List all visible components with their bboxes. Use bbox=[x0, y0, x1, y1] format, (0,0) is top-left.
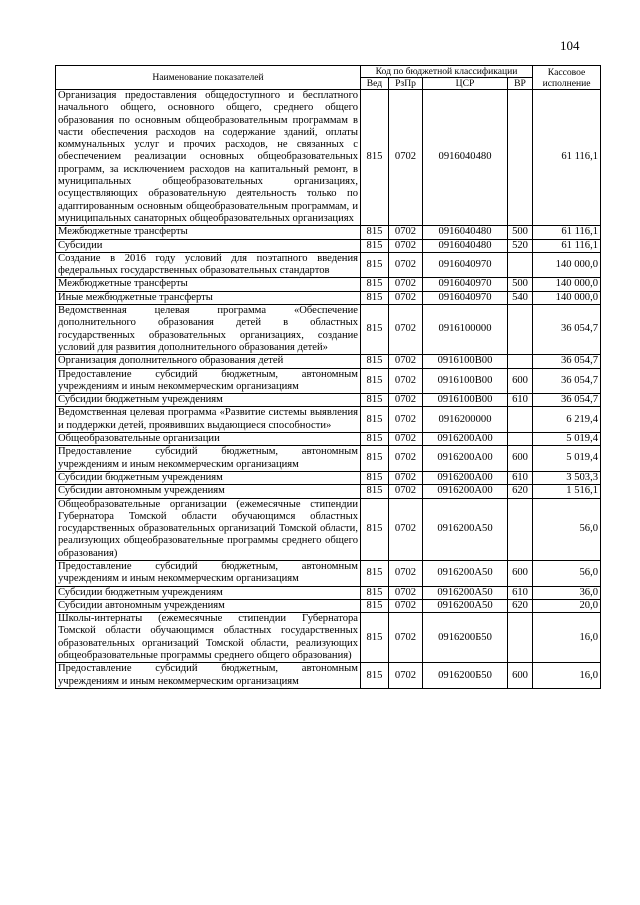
cell-amount: 16,0 bbox=[533, 613, 601, 663]
cell-name: Субсидии bbox=[56, 239, 361, 252]
cell-rzpr: 0702 bbox=[389, 252, 423, 278]
cell-name: Иные межбюджетные трансферты bbox=[56, 291, 361, 304]
cell-vr bbox=[508, 433, 533, 446]
cell-csr: 0916100В00 bbox=[423, 368, 508, 394]
cell-name: Субсидии автономным учреждениям bbox=[56, 485, 361, 498]
cell-ved: 815 bbox=[361, 663, 389, 689]
cell-csr: 0916200А00 bbox=[423, 471, 508, 484]
cell-csr: 0916100000 bbox=[423, 305, 508, 355]
table-row bbox=[56, 355, 601, 368]
table-row bbox=[56, 407, 601, 433]
cell-rzpr: 0702 bbox=[389, 599, 423, 612]
cell-ved: 815 bbox=[361, 90, 389, 226]
cell-amount: 20,0 bbox=[533, 599, 601, 612]
cell-ved: 815 bbox=[361, 394, 389, 407]
cell-name: Организация предоставления общедоступного и бесплатного начального общего, основного общего, среднего общего образования по основным общеобразовательным программам в части обеспечения расходов на содержание зданий, оплаты коммунальных услуг и прочих расходов, не связанных с обеспечением реализации основных общеобразовательных программ, за исключением расходов на капитальный ремонт, в муниципальных общеобразовательных организациях, осуществляющих образовательную деятельность только по адаптированным основным общеобразовательным программам, и муниципальных санаторных общеобразовательных организациях bbox=[56, 90, 361, 226]
cell-name: Предоставление субсидий бюджетным, автономным учреждениям и иным некоммерческим организациям bbox=[56, 663, 361, 689]
cell-vr: 520 bbox=[508, 239, 533, 252]
cell-csr: 0916200А00 bbox=[423, 433, 508, 446]
cell-ved: 815 bbox=[361, 291, 389, 304]
cell-ved: 815 bbox=[361, 368, 389, 394]
cell-ved: 815 bbox=[361, 226, 389, 239]
cell-csr: 0916200А00 bbox=[423, 446, 508, 472]
cell-ved: 815 bbox=[361, 355, 389, 368]
cell-rzpr: 0702 bbox=[389, 278, 423, 291]
cell-ved: 815 bbox=[361, 498, 389, 560]
cell-ved: 815 bbox=[361, 407, 389, 433]
cell-vr: 610 bbox=[508, 471, 533, 484]
cell-csr: 0916040970 bbox=[423, 291, 508, 304]
table-row bbox=[56, 239, 601, 252]
cell-rzpr: 0702 bbox=[389, 433, 423, 446]
cell-rzpr: 0702 bbox=[389, 291, 423, 304]
cell-rzpr: 0702 bbox=[389, 355, 423, 368]
header-csr: ЦСР bbox=[423, 78, 508, 90]
cell-name: Предоставление субсидий бюджетным, автономным учреждениям и иным некоммерческим организациям bbox=[56, 446, 361, 472]
cell-csr: 0916200А50 bbox=[423, 560, 508, 586]
cell-amount: 140 000,0 bbox=[533, 252, 601, 278]
header-code-group: Код по бюджетной классификации bbox=[361, 66, 533, 78]
header-row-1 bbox=[56, 66, 601, 78]
cell-name: Субсидии бюджетным учреждениям bbox=[56, 586, 361, 599]
cell-amount: 3 503,3 bbox=[533, 471, 601, 484]
header-rzpr: РзПр bbox=[389, 78, 423, 90]
cell-name: Общеобразовательные организации bbox=[56, 433, 361, 446]
cell-rzpr: 0702 bbox=[389, 471, 423, 484]
cell-csr: 0916200А50 bbox=[423, 586, 508, 599]
header-vr: ВР bbox=[508, 78, 533, 90]
cell-ved: 815 bbox=[361, 613, 389, 663]
table-body bbox=[56, 90, 601, 689]
cell-ved: 815 bbox=[361, 433, 389, 446]
table-row bbox=[56, 446, 601, 472]
cell-amount: 61 116,1 bbox=[533, 239, 601, 252]
cell-ved: 815 bbox=[361, 471, 389, 484]
header-ved: Вед bbox=[361, 78, 389, 90]
table-row bbox=[56, 433, 601, 446]
cell-vr bbox=[508, 305, 533, 355]
cell-name: Межбюджетные трансферты bbox=[56, 226, 361, 239]
cell-rzpr: 0702 bbox=[389, 226, 423, 239]
cell-name: Межбюджетные трансферты bbox=[56, 278, 361, 291]
cell-ved: 815 bbox=[361, 586, 389, 599]
cell-name: Школы-интернаты (ежемесячные стипендии Губернатора Томской области обучающимся областных государственных образовательных организаций Томской области, реализующих общеобразовательные программы среднего общего образования) bbox=[56, 613, 361, 663]
cell-csr: 0916040970 bbox=[423, 252, 508, 278]
cell-csr: 0916200А00 bbox=[423, 485, 508, 498]
cell-vr: 540 bbox=[508, 291, 533, 304]
cell-ved: 815 bbox=[361, 239, 389, 252]
cell-amount: 36 054,7 bbox=[533, 394, 601, 407]
cell-amount: 6 219,4 bbox=[533, 407, 601, 433]
cell-rzpr: 0702 bbox=[389, 498, 423, 560]
cell-rzpr: 0702 bbox=[389, 239, 423, 252]
cell-vr: 620 bbox=[508, 485, 533, 498]
table-row bbox=[56, 599, 601, 612]
cell-vr: 600 bbox=[508, 446, 533, 472]
cell-csr: 0916040480 bbox=[423, 90, 508, 226]
cell-rzpr: 0702 bbox=[389, 560, 423, 586]
cell-amount: 140 000,0 bbox=[533, 291, 601, 304]
table-row bbox=[56, 278, 601, 291]
cell-amount: 5 019,4 bbox=[533, 433, 601, 446]
table-row bbox=[56, 252, 601, 278]
cell-rzpr: 0702 bbox=[389, 394, 423, 407]
cell-vr: 620 bbox=[508, 599, 533, 612]
cell-vr: 600 bbox=[508, 663, 533, 689]
cell-amount: 61 116,1 bbox=[533, 226, 601, 239]
cell-vr: 610 bbox=[508, 394, 533, 407]
cell-rzpr: 0702 bbox=[389, 446, 423, 472]
cell-vr bbox=[508, 613, 533, 663]
budget-execution-table bbox=[55, 65, 601, 689]
cell-ved: 815 bbox=[361, 252, 389, 278]
table-row bbox=[56, 498, 601, 560]
cell-csr: 0916040480 bbox=[423, 239, 508, 252]
cell-name: Предоставление субсидий бюджетным, автономным учреждениям и иным некоммерческим организациям bbox=[56, 560, 361, 586]
cell-rzpr: 0702 bbox=[389, 485, 423, 498]
table-row bbox=[56, 560, 601, 586]
cell-vr: 500 bbox=[508, 226, 533, 239]
cell-amount: 36 054,7 bbox=[533, 368, 601, 394]
table-row bbox=[56, 394, 601, 407]
cell-rzpr: 0702 bbox=[389, 368, 423, 394]
cell-ved: 815 bbox=[361, 485, 389, 498]
header-execution: Кассовое исполнение bbox=[533, 66, 601, 90]
table-row bbox=[56, 485, 601, 498]
cell-ved: 815 bbox=[361, 446, 389, 472]
cell-name: Субсидии автономным учреждениям bbox=[56, 599, 361, 612]
cell-csr: 0916040970 bbox=[423, 278, 508, 291]
table-row bbox=[56, 663, 601, 689]
cell-rzpr: 0702 bbox=[389, 305, 423, 355]
cell-name: Общеобразовательные организации (ежемесячные стипендии Губернатора Томской области обучающимся областных государственных образовательных организаций Томской области, реализующих общеобразовательные программы среднего общего образования) bbox=[56, 498, 361, 560]
table-row bbox=[56, 305, 601, 355]
cell-csr: 0916200А50 bbox=[423, 498, 508, 560]
cell-ved: 815 bbox=[361, 560, 389, 586]
cell-amount: 140 000,0 bbox=[533, 278, 601, 291]
cell-csr: 0916200Б50 bbox=[423, 613, 508, 663]
cell-name: Субсидии бюджетным учреждениям bbox=[56, 471, 361, 484]
table-row bbox=[56, 291, 601, 304]
cell-name: Субсидии бюджетным учреждениям bbox=[56, 394, 361, 407]
cell-vr: 500 bbox=[508, 278, 533, 291]
cell-amount: 36 054,7 bbox=[533, 355, 601, 368]
cell-amount: 56,0 bbox=[533, 498, 601, 560]
cell-name: Предоставление субсидий бюджетным, автономным учреждениям и иным некоммерческим организациям bbox=[56, 368, 361, 394]
cell-csr: 0916100В00 bbox=[423, 355, 508, 368]
cell-rzpr: 0702 bbox=[389, 613, 423, 663]
cell-vr: 600 bbox=[508, 560, 533, 586]
cell-rzpr: 0702 bbox=[389, 586, 423, 599]
table-row bbox=[56, 90, 601, 226]
cell-csr: 0916100В00 bbox=[423, 394, 508, 407]
table-row bbox=[56, 368, 601, 394]
header-name: Наименование показателей bbox=[56, 66, 361, 90]
cell-vr bbox=[508, 498, 533, 560]
cell-csr: 0916200Б50 bbox=[423, 663, 508, 689]
cell-name: Ведомственная целевая программа «Развитие системы выявления и поддержки детей, проявивших выдающиеся способности» bbox=[56, 407, 361, 433]
cell-rzpr: 0702 bbox=[389, 90, 423, 226]
cell-csr: 0916200000 bbox=[423, 407, 508, 433]
cell-name: Организация дополнительного образования детей bbox=[56, 355, 361, 368]
cell-amount: 61 116,1 bbox=[533, 90, 601, 226]
table-row bbox=[56, 586, 601, 599]
cell-ved: 815 bbox=[361, 305, 389, 355]
cell-vr bbox=[508, 407, 533, 433]
cell-vr bbox=[508, 355, 533, 368]
cell-ved: 815 bbox=[361, 599, 389, 612]
cell-name: Создание в 2016 году условий для поэтапного введения федеральных государственных образовательных стандартов bbox=[56, 252, 361, 278]
table-row bbox=[56, 471, 601, 484]
table-row bbox=[56, 613, 601, 663]
cell-csr: 0916200А50 bbox=[423, 599, 508, 612]
cell-ved: 815 bbox=[361, 278, 389, 291]
cell-amount: 5 019,4 bbox=[533, 446, 601, 472]
cell-rzpr: 0702 bbox=[389, 407, 423, 433]
page-number: 104 bbox=[560, 38, 580, 53]
cell-vr: 610 bbox=[508, 586, 533, 599]
table-row bbox=[56, 226, 601, 239]
cell-rzpr: 0702 bbox=[389, 663, 423, 689]
cell-amount: 36 054,7 bbox=[533, 305, 601, 355]
cell-amount: 1 516,1 bbox=[533, 485, 601, 498]
cell-amount: 16,0 bbox=[533, 663, 601, 689]
cell-amount: 56,0 bbox=[533, 560, 601, 586]
cell-name: Ведомственная целевая программа «Обеспечение дополнительного образования детей в областных государственных образовательных организациях, создание условий для развития дополнительного образования детей» bbox=[56, 305, 361, 355]
cell-amount: 36,0 bbox=[533, 586, 601, 599]
cell-vr bbox=[508, 252, 533, 278]
cell-vr: 600 bbox=[508, 368, 533, 394]
cell-vr bbox=[508, 90, 533, 226]
cell-csr: 0916040480 bbox=[423, 226, 508, 239]
